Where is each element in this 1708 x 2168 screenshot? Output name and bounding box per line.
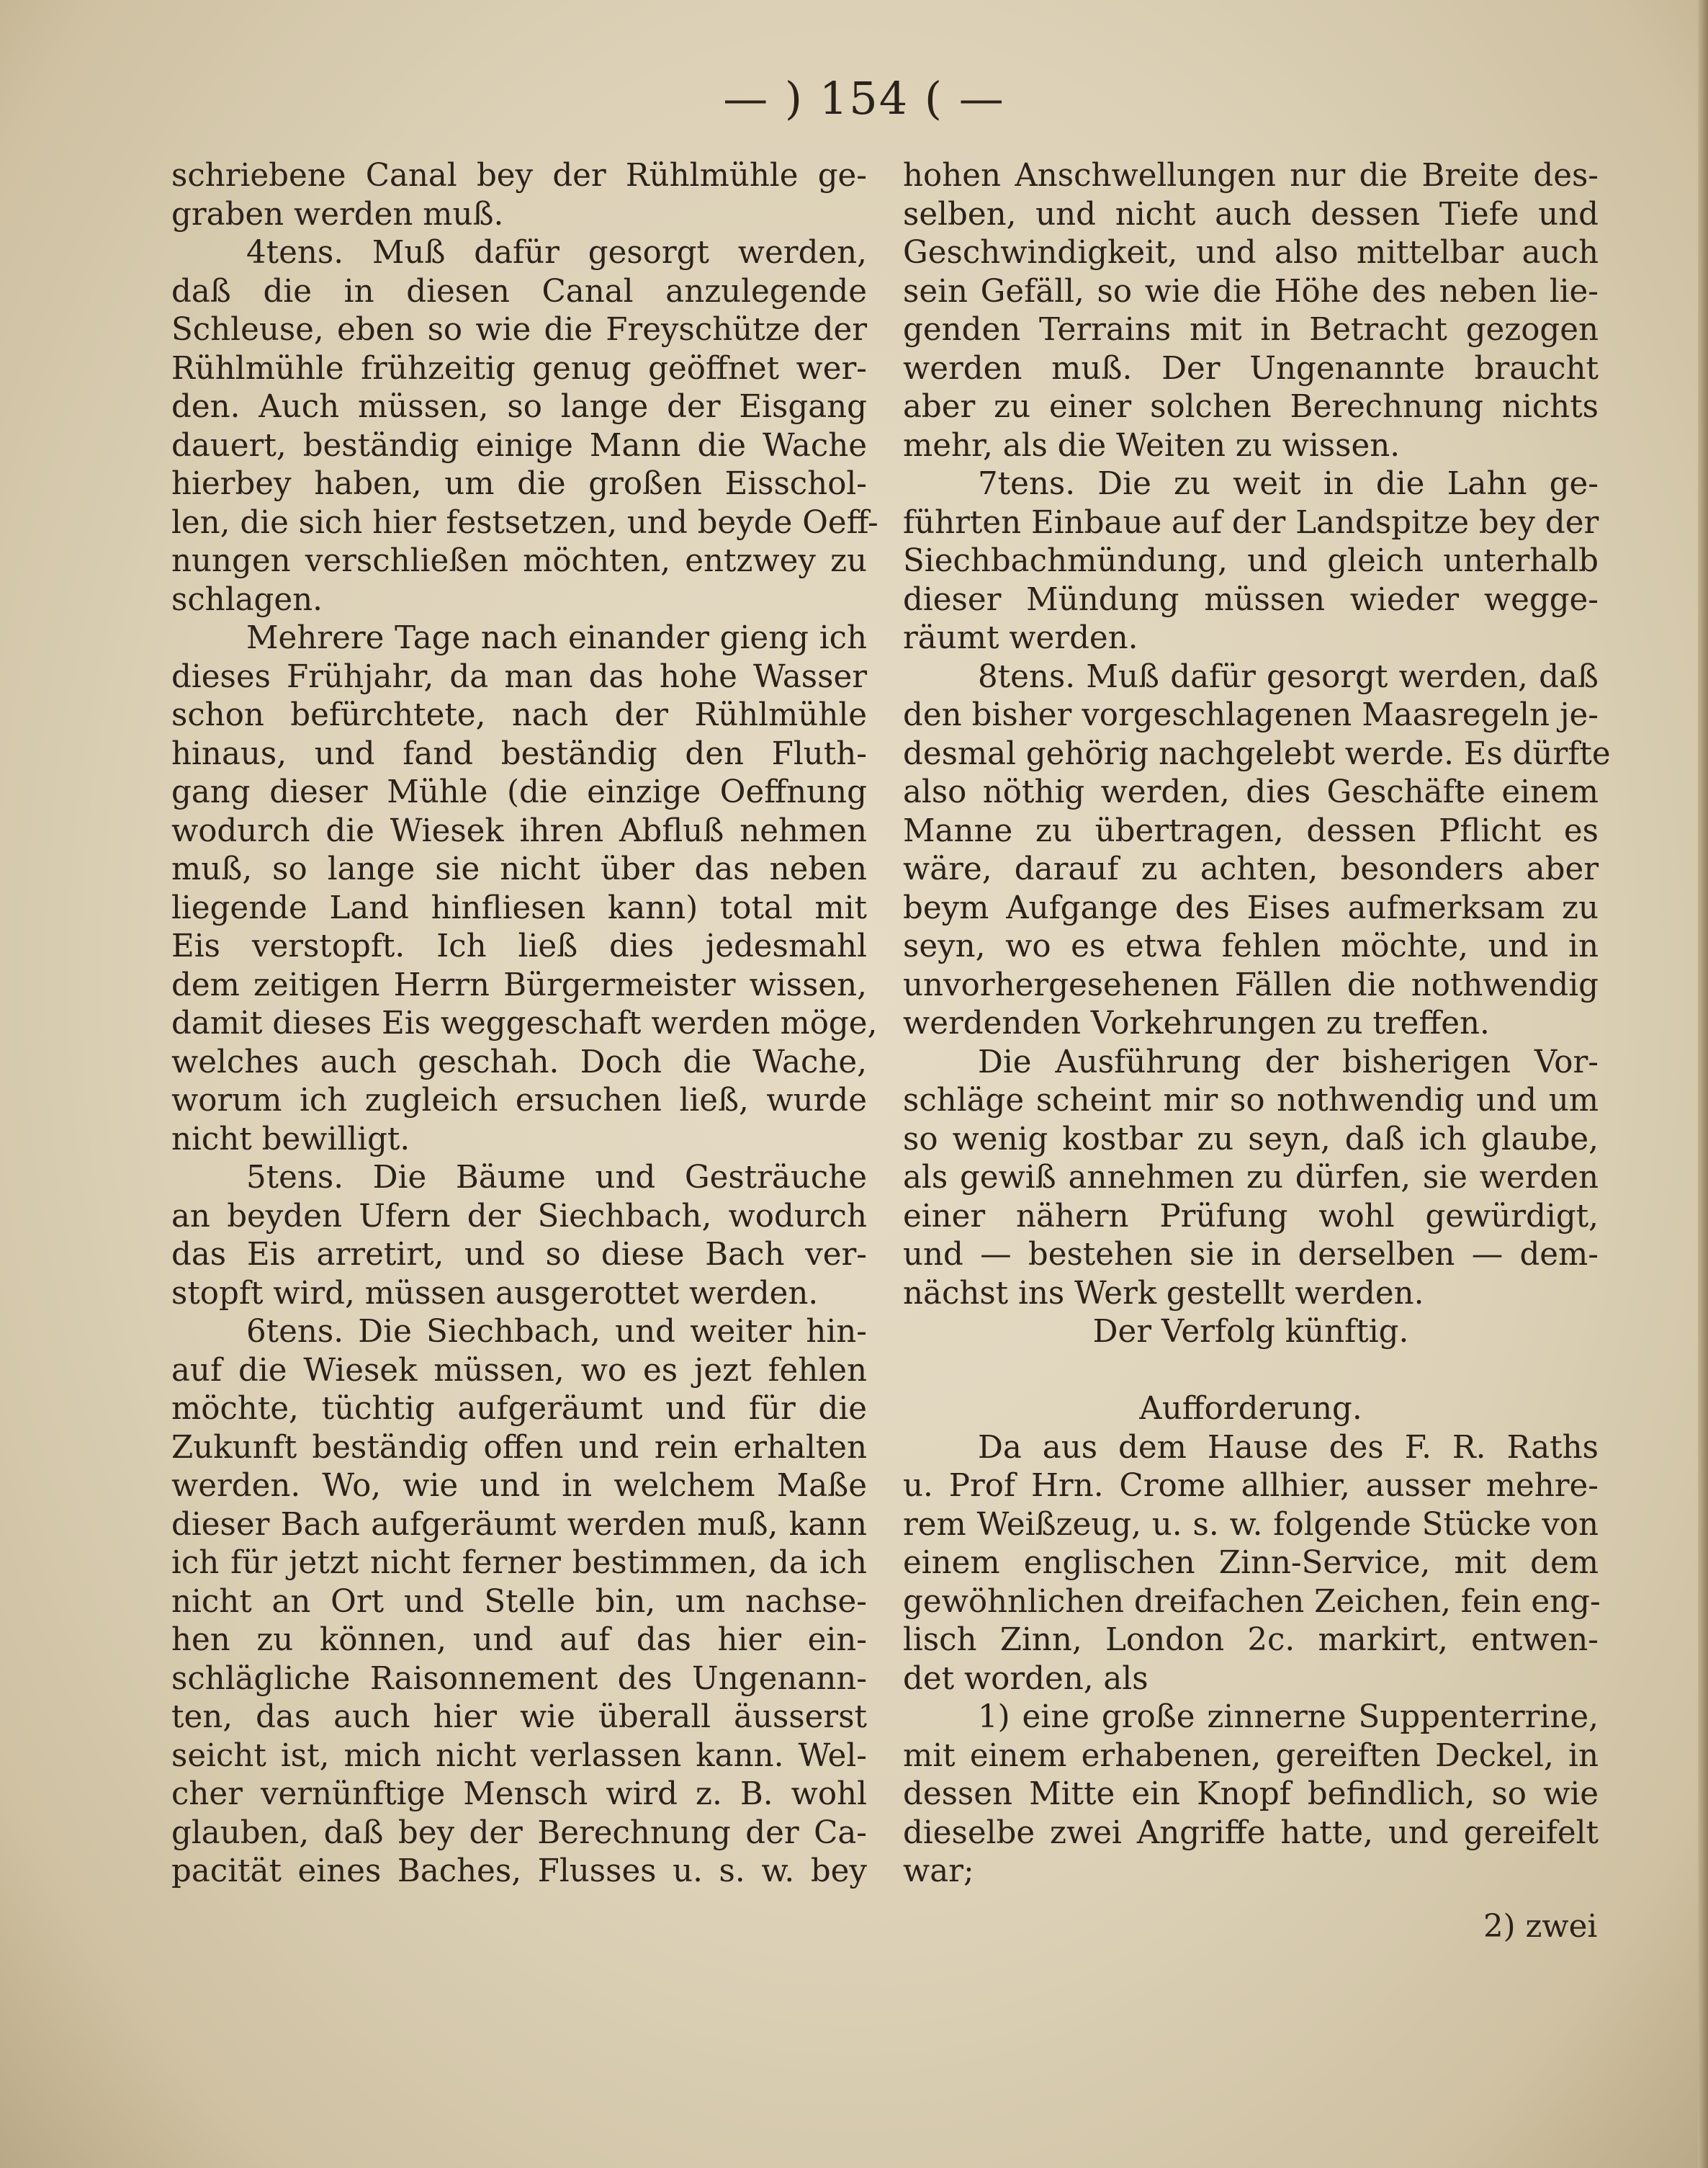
text-line: nicht an Ort und Stelle bin, um nachse- [171, 1583, 867, 1620]
text-line: werden muß. Der Ungenannte braucht [903, 350, 1599, 387]
right-column-article-end [903, 157, 1611, 1352]
text-line: hierbey haben, um die großen Eisschol- [171, 466, 867, 502]
text-line: wäre, darauf zu achten, besonders aber [903, 851, 1599, 887]
text-line: liegende Land hinfliesen kann) total mit [171, 890, 867, 926]
text-line: hinaus, und fand beständig den Fluth- [171, 735, 867, 772]
text-line: 6tens. Die Siechbach, und weiter hin- [246, 1314, 867, 1350]
text-line: an beyden Ufern der Siechbach, wodurch [171, 1198, 867, 1235]
text-line: lisch Zinn, London 2c. markirt, entwen- [903, 1622, 1599, 1658]
text-line: desmal gehörig nachgelebt werde. Es dürfte [903, 735, 1611, 772]
text-line: Schleuse, eben so wie die Freyschütze der [171, 312, 867, 348]
text-line: werden. Wo, wie und in welchem Maße [171, 1468, 867, 1504]
text-line: Manne zu übertragen, dessen Pflicht es [903, 812, 1599, 849]
text-line: räumt werden. [903, 620, 1138, 656]
text-line: also nöthig werden, dies Geschäfte einem [903, 774, 1599, 810]
text-line: nungen verschließen möchten, entzwey zu [171, 543, 867, 579]
text-line: 8tens. Muß dafür gesorgt werden, daß [978, 658, 1599, 695]
text-line: möchte, tüchtig aufgeräumt und für die [171, 1391, 867, 1427]
text-line: mit einem erhabenen, gereiften Deckel, in [903, 1737, 1599, 1774]
text-line: dieser Bach aufgeräumt werden muß, kann [171, 1506, 867, 1543]
text-line: hohen Anschwellungen nur die Breite des- [903, 158, 1599, 194]
text-line: dauert, beständig einige Mann die Wache [171, 427, 867, 464]
text-line: dessen Mitte ein Knopf befindlich, so wie [903, 1776, 1599, 1812]
text-line: det worden, als [903, 1660, 1149, 1697]
text-line: den. Auch müssen, so lange der Eisgang [171, 389, 867, 425]
text-line: stopft wird, müssen ausgerottet werden. [171, 1275, 819, 1312]
text-line: Eis verstopft. Ich ließ dies jedesmahl [171, 928, 867, 964]
text-line: mehr, als die Weiten zu wissen. [903, 427, 1401, 464]
text-line: Der Verfolg künftig. [1092, 1314, 1409, 1350]
text-line: schon befürchtete, nach der Rühlmühle [171, 697, 867, 733]
text-line: als gewiß annehmen zu dürfen, sie werden [903, 1160, 1599, 1196]
text-line: so wenig kostbar zu seyn, daß ich glaube, [903, 1121, 1599, 1157]
text-line: pacität eines Baches, Flusses u. s. w. bey [171, 1853, 867, 1889]
text-line: u. Prof Hrn. Crome allhier, ausser mehre- [903, 1468, 1599, 1504]
text-line: dieselbe zwei Angriffe hatte, und gereifelt [903, 1814, 1599, 1851]
text-line: dem zeitigen Herrn Bürgermeister wissen, [171, 967, 867, 1003]
text-line: graben werden muß. [171, 196, 504, 233]
text-line: muß, so lange sie nicht über das neben [171, 851, 867, 887]
text-line: das Eis arretirt, und so diese Bach ver- [171, 1237, 867, 1273]
notice-title: Aufforderung. [1139, 1391, 1362, 1427]
text-line: schriebene Canal bey der Rühlmühle ge- [171, 158, 867, 194]
notice-body [903, 1429, 1599, 1891]
text-line: damit dieses Eis weggeschaft werden möge, [171, 1005, 878, 1042]
text-line: nächst ins Werk gestellt werden. [903, 1275, 1424, 1312]
text-line: Da aus dem Hause des F. R. Raths [978, 1429, 1599, 1466]
text-line: dieser Mündung müssen wieder wegge- [903, 581, 1599, 618]
left-column [171, 157, 878, 1891]
text-line: cher vernünftige Mensch wird z. B. wohl [171, 1776, 867, 1812]
text-line: führten Einbaue auf der Landspitze bey der [903, 504, 1599, 541]
text-line: werdenden Vorkehrungen zu treffen. [903, 1005, 1490, 1042]
text-line: den bisher vorgeschlagenen Maasregeln je- [903, 697, 1599, 733]
text-line: und — bestehen sie in derselben — dem- [903, 1237, 1599, 1273]
text-line: len, die sich hier festsetzen, und beyde Oeff- [171, 504, 878, 541]
text-line: beym Aufgange des Eises aufmerksam zu [903, 890, 1599, 926]
text-line: nicht bewilligt. [171, 1121, 410, 1157]
text-line: Die Ausführung der bisherigen Vor- [978, 1044, 1599, 1080]
text-line: selben, und nicht auch dessen Tiefe und [903, 196, 1599, 233]
text-line: sein Gefäll, so wie die Höhe des neben lie- [903, 273, 1599, 310]
page-header: — ) 154 ( — [723, 72, 1005, 125]
section-gap [903, 1352, 1599, 1391]
text-line: rem Weißzeug, u. s. w. folgende Stücke von [903, 1506, 1599, 1543]
text-line: 5tens. Die Bäume und Gesträuche [246, 1160, 867, 1196]
text-line: dieses Frühjahr, da man das hohe Wasser [171, 658, 867, 695]
text-line: einem englischen Zinn-Service, mit dem [903, 1545, 1599, 1581]
text-line: auf die Wiesek müssen, wo es jezt fehlen [171, 1352, 867, 1389]
text-line: war; [903, 1853, 974, 1889]
text-line: schlagen. [171, 581, 323, 618]
text-line: aber zu einer solchen Berechnung nichts [903, 389, 1599, 425]
text-line: worum ich zugleich ersuchen ließ, wurde [171, 1083, 867, 1119]
page-edge [1698, 0, 1708, 2168]
text-line: seyn, wo es etwa fehlen möchte, und in [903, 928, 1599, 964]
text-line: 1) eine große zinnerne Suppenterrine, [978, 1699, 1599, 1735]
text-line: ich für jetzt nicht ferner bestimmen, da ich [171, 1545, 867, 1581]
text-line: ten, das auch hier wie überall äusserst [171, 1699, 867, 1735]
text-line: schlägliche Raisonnement des Ungenann- [171, 1660, 867, 1697]
text-line: 7tens. Die zu weit in die Lahn ge- [978, 466, 1599, 502]
text-line: daß die in diesen Canal anzulegende [171, 273, 867, 310]
text-line: welches auch geschah. Doch die Wache, [171, 1044, 867, 1080]
text-line: gang dieser Mühle (die einzige Oeffnung [171, 774, 867, 810]
text-line: seicht ist, mich nicht verlassen kann. Wel- [171, 1737, 867, 1774]
text-line: gewöhnlichen dreifachen Zeichen, fein eng- [903, 1583, 1601, 1620]
text-line: glauben, daß bey der Berechnung der Ca- [171, 1814, 867, 1851]
text-line: Geschwindigkeit, und also mittelbar auch [903, 235, 1599, 271]
text-line: Siechbachmündung, und gleich unterhalb [903, 543, 1599, 579]
text-line: Mehrere Tage nach einander gieng ich [246, 620, 867, 656]
text-line: genden Terrains mit in Betracht gezogen [903, 312, 1599, 348]
text-line: hen zu können, und auf das hier ein- [171, 1622, 867, 1658]
right-column [903, 157, 1611, 1891]
text-line: Rühlmühle frühzeitig genug geöffnet wer- [171, 350, 867, 387]
text-line: schläge scheint mir so nothwendig und um [903, 1083, 1599, 1119]
catchword: 2) zwei [1483, 1909, 1598, 1945]
text-line: unvorhergesehenen Fällen die nothwendig [903, 967, 1599, 1003]
text-line: Zukunft beständig offen und rein erhalten [171, 1429, 867, 1466]
text-line: einer nähern Prüfung wohl gewürdigt, [903, 1198, 1599, 1235]
text-line: wodurch die Wiesek ihren Abfluß nehmen [171, 812, 867, 849]
text-line: 4tens. Muß dafür gesorgt werden, [246, 235, 867, 271]
